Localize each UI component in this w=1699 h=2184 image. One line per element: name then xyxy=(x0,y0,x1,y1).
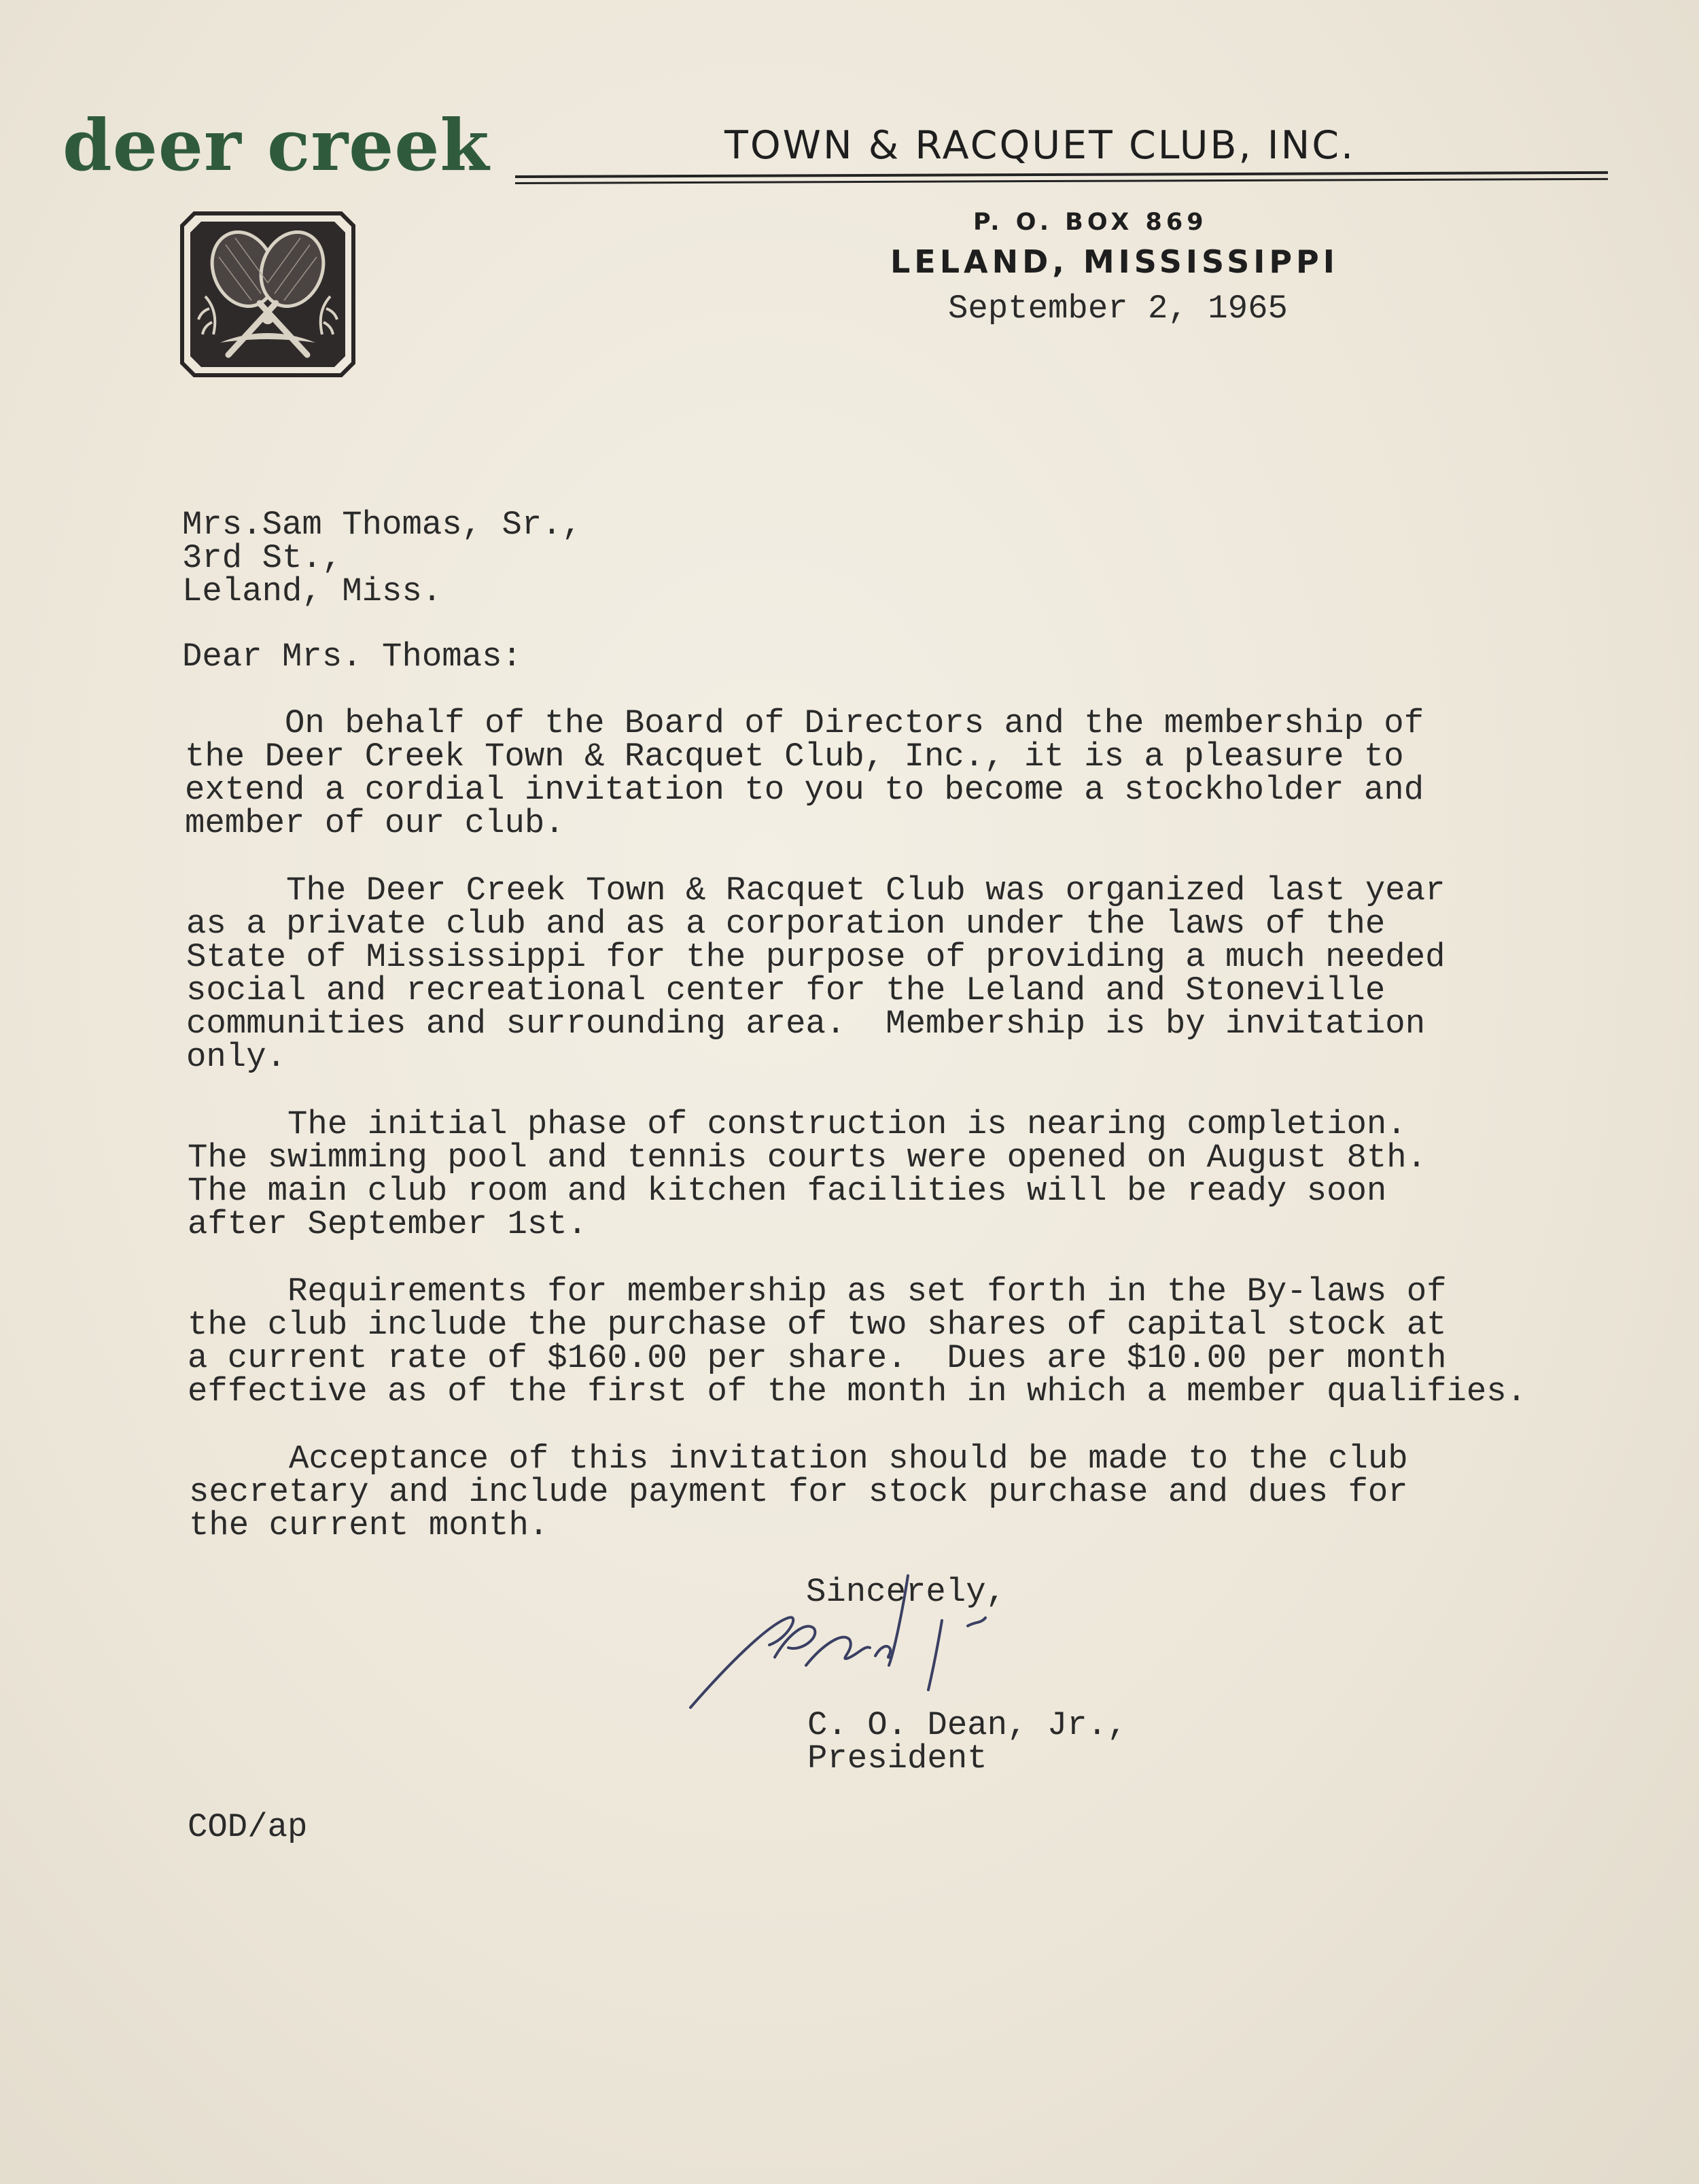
body-paragraph: On behalf of the Board of Directors and the membership of the Deer Creek Town & Racquet Club, Inc., it is a pleasure to extend a cordial invitation to you to become a stockholder and member of our club. xyxy=(185,704,1424,842)
signer-name: C. O. Dean, Jr., xyxy=(807,1706,1127,1744)
brand-wordmark: deer creek xyxy=(63,103,490,187)
address-line: 3rd St., xyxy=(182,539,343,577)
letterhead-rule xyxy=(515,178,1608,184)
body-paragraph: The Deer Creek Town & Racquet Club was organized last year as a private club and as a corporation under the laws of the State of Mississippi for the purpose of providing a much needed social and recreational center for the Leland and Stoneville communities and surrounding area. Membership is by invitation only. xyxy=(186,871,1446,1076)
closing: Sincerely, xyxy=(806,1573,1006,1611)
reference-initials: COD/ap xyxy=(188,1808,308,1846)
letter-date: September 2, 1965 xyxy=(948,290,1288,328)
body-paragraph: The initial phase of construction is nearing completion. The swimming pool and tennis courts were opened on August 8th. The main club room and kitchen facilities will be ready soon after September 1st. xyxy=(188,1105,1427,1243)
signer-block xyxy=(807,1706,1127,1778)
address-line: Mrs.Sam Thomas, Sr., xyxy=(182,506,582,544)
salutation: Dear Mrs. Thomas: xyxy=(182,638,522,676)
city-state: LELAND, MISSISSIPPI xyxy=(890,243,1339,280)
address-line: Leland, Miss. xyxy=(182,572,442,610)
recipient-address xyxy=(182,508,582,608)
po-box: P. O. BOX 869 xyxy=(973,209,1208,236)
club-name: TOWN & RACQUET CLUB, INC. xyxy=(724,123,1356,168)
signer-title: President xyxy=(807,1739,987,1778)
handwritten-signature-icon xyxy=(686,1563,1094,1727)
letterhead-rule xyxy=(515,171,1608,178)
crossed-tennis-rackets-emblem-icon xyxy=(178,209,357,379)
body-paragraph: Acceptance of this invitation should be made to the club secretary and include payment for stock purchase and dues for the current month. xyxy=(189,1440,1408,1544)
body-paragraph: Requirements for membership as set forth in the By-laws of the club include the purchase of two shares of capital stock at a current rate of $160.00 per share. Dues are $10.00 per month effective as of the first of the month in which a member qualifies. xyxy=(188,1272,1527,1410)
